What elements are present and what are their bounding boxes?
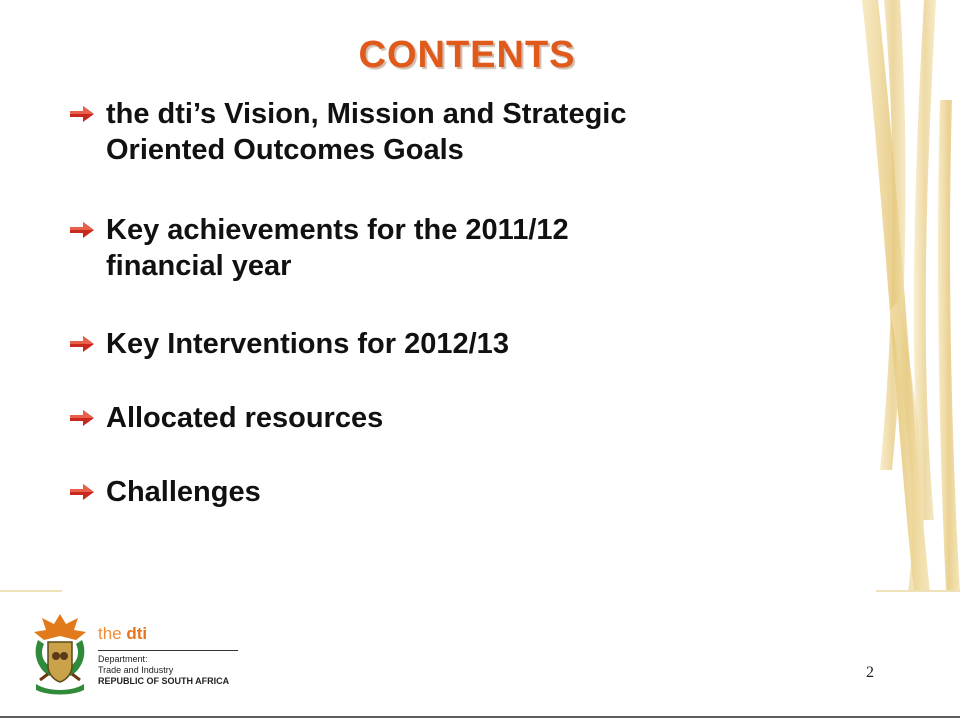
bullet-text: the dti’s Vision, Mission and Strategic [106, 98, 627, 130]
ribbon-stroke [938, 100, 960, 592]
bullet-text: Allocated resources [106, 402, 384, 434]
logo-divider [98, 650, 238, 651]
department-line: Trade and Industry [98, 665, 174, 675]
slide-title: CONTENTS [358, 34, 576, 76]
bullet-item [70, 326, 866, 362]
bullet-text: Oriented Outcomes Goals [106, 134, 464, 166]
footer-divider [0, 716, 960, 718]
bullet-item [70, 400, 866, 436]
department-line: Department: [98, 654, 148, 664]
bullet-arrow-icon [70, 336, 94, 352]
bullet-item [70, 96, 866, 168]
bullet-text: Key Interventions for 2012/13 [106, 328, 509, 360]
dti-logo [28, 610, 258, 700]
country-label: REPUBLIC OF SOUTH AFRICA [98, 676, 230, 686]
coat-of-arms-icon [28, 610, 92, 696]
dti-brand-name [98, 624, 147, 644]
bullet-arrow-icon [70, 484, 94, 500]
divider-line [876, 590, 960, 592]
bullet-arrow-icon [70, 222, 94, 238]
page-number: 2 [866, 664, 874, 681]
bullet-arrow-icon [70, 106, 94, 122]
brand-name: dti [126, 624, 148, 643]
bullet-text: financial year [106, 250, 292, 282]
bullet-arrow-icon [70, 410, 94, 426]
bullet-text: Challenges [106, 476, 261, 508]
bullet-item [70, 212, 866, 284]
department-label [98, 654, 173, 676]
bullet-item [70, 474, 866, 510]
divider-line [0, 590, 62, 592]
brand-prefix: the [98, 624, 122, 643]
bullet-text: Key achievements for the 2011/12 [106, 214, 569, 246]
